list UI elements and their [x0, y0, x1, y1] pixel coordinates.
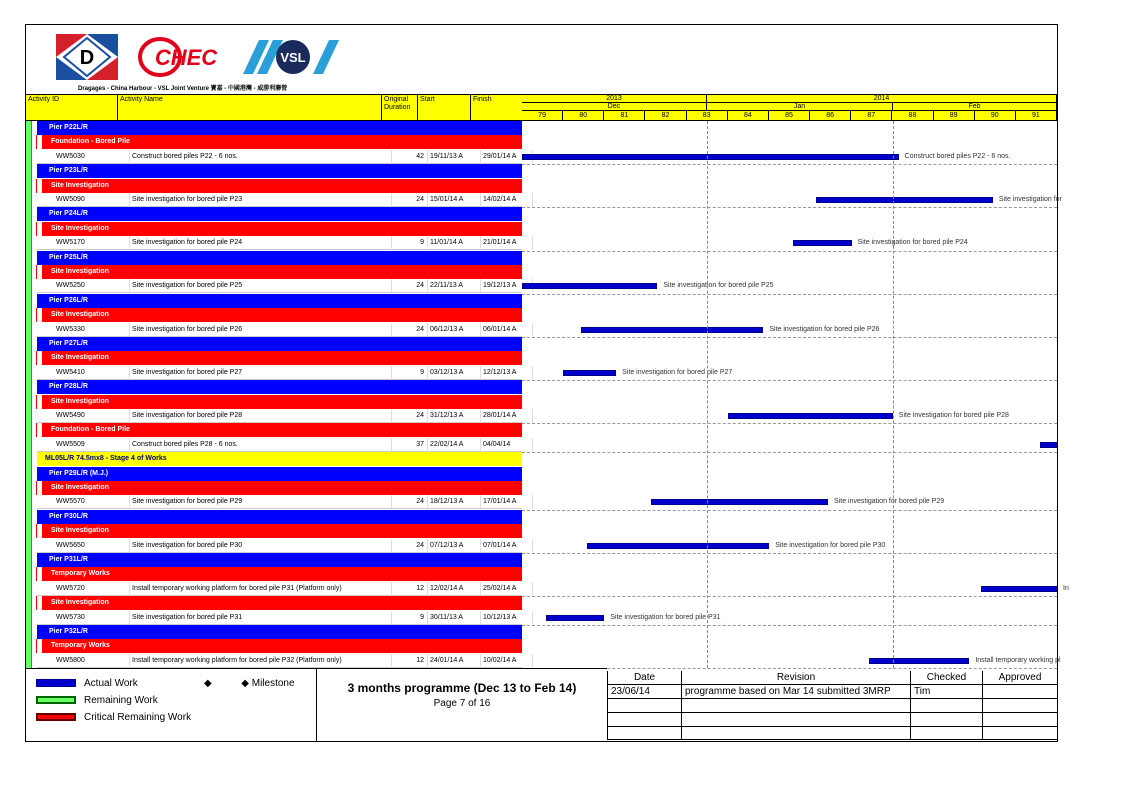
start-date: 12/02/14 A — [428, 582, 481, 596]
activity-cells — [37, 611, 522, 625]
revision-empty-cell — [681, 727, 910, 740]
wbs-section-band — [26, 567, 1057, 581]
wbs-pier-band — [26, 337, 1057, 351]
wbs-label: Temporary Works — [37, 567, 522, 581]
start-date: 18/12/13 A — [428, 495, 481, 509]
wbs-section-band — [26, 395, 1057, 409]
wbs-label: Foundation - Bored Pile — [37, 135, 522, 149]
revision-header-checked: Checked — [910, 671, 982, 685]
timeline-week: 82 — [645, 111, 686, 121]
activity-cells — [37, 582, 522, 596]
timeline-week: 80 — [563, 111, 604, 121]
wbs-label: Temporary Works — [37, 639, 522, 653]
wbs-label: Pier P27L/R — [37, 337, 522, 351]
original-duration: 42 — [392, 150, 428, 164]
activity-cells — [37, 654, 522, 668]
row-separator — [522, 251, 1057, 252]
timeline-year: 2014 — [707, 95, 1057, 103]
svg-text:VSL: VSL — [280, 50, 306, 65]
timeline-week: 87 — [851, 111, 892, 121]
start-date: 22/11/13 A — [428, 279, 481, 293]
activity-id: WW5720 — [52, 582, 130, 596]
row-separator — [522, 553, 1057, 554]
legend-remaining-label: Remaining Work — [84, 695, 158, 706]
gantt-bar[interactable] — [651, 499, 828, 505]
timeline-week: 85 — [769, 111, 810, 121]
wbs-label: Pier P25L/R — [37, 251, 522, 265]
activity-row[interactable] — [26, 236, 1057, 250]
activity-row[interactable] — [26, 611, 1057, 625]
original-duration: 9 — [392, 236, 428, 250]
activity-cells — [37, 539, 522, 553]
wbs-label: Site Investigation — [37, 395, 522, 409]
month-divider — [707, 121, 708, 668]
original-duration: 12 — [392, 654, 428, 668]
svg-text:D: D — [79, 47, 95, 69]
header-start[interactable]: Start — [418, 95, 471, 121]
original-duration: 24 — [392, 409, 428, 423]
activity-name: Construct bored piles P22 - 6 nos. — [130, 150, 392, 164]
legend-actual — [36, 677, 138, 691]
finish-date: 29/01/14 A — [481, 150, 533, 164]
wbs-label: Site Investigation — [37, 524, 522, 538]
row-separator — [522, 423, 1057, 424]
activity-name: Site investigation for bored pile P30 — [130, 539, 392, 553]
activity-name: Install temporary working platform for bored pile P31 (Platform only) — [130, 582, 392, 596]
revision-empty-cell — [982, 699, 1058, 713]
original-duration: 37 — [392, 438, 428, 452]
wbs-pier-band — [26, 251, 1057, 265]
wbs-label: Pier P28L/R — [37, 380, 522, 394]
wbs-pier-band — [26, 553, 1057, 567]
activity-id: WW5730 — [52, 611, 130, 625]
wbs-section-band — [26, 222, 1057, 236]
wbs-label: Pier P24L/R — [37, 207, 522, 221]
gantt-bar[interactable] — [587, 543, 769, 549]
page-number: Page 7 of 16 — [433, 698, 491, 709]
start-date: 15/01/14 A — [428, 193, 481, 207]
wbs-section-band — [26, 265, 1057, 279]
activity-name: Site investigation for bored pile P24 — [130, 236, 392, 250]
finish-date: 10/02/14 A — [481, 654, 533, 668]
activity-row[interactable] — [26, 539, 1057, 553]
wbs-section-band — [26, 596, 1057, 610]
gantt-bar-label: Site investigation for — [998, 196, 1062, 203]
gantt-bar-label: Site investigation for bored pile P25 — [663, 282, 774, 290]
activity-cells — [37, 279, 522, 293]
joint-venture-name: Dragages - China Harbour - VSL Joint Venture 寶嘉 - 中國港灣 - 威勝利聯營 — [78, 86, 288, 92]
timeline-week: 89 — [934, 111, 975, 121]
gantt-bar[interactable] — [546, 615, 605, 621]
gantt-bar-label: Site investigation for bored pile P31 — [610, 613, 721, 621]
start-date: 19/11/13 A — [428, 150, 481, 164]
revision-text: programme based on Mar 14 submitted 3MRP — [681, 685, 910, 699]
wbs-section-band — [26, 524, 1057, 538]
gantt-bar-label: In — [1063, 584, 1069, 592]
finish-date: 28/01/14 A — [481, 409, 533, 423]
activity-row[interactable] — [26, 279, 1057, 293]
activity-name: Site investigation for bored pile P26 — [130, 323, 392, 337]
wbs-section-band — [26, 351, 1057, 365]
finish-date: 10/12/13 A — [481, 611, 533, 625]
finish-date: 17/01/14 A — [481, 495, 533, 509]
revision-empty-cell — [982, 713, 1058, 727]
wbs-label: Pier P29L/R (M.J.) — [37, 467, 522, 481]
wbs-label: Foundation - Bored Pile — [37, 423, 522, 437]
activity-name: Construct bored piles P28 - 6 nos. — [130, 438, 392, 452]
row-separator — [522, 510, 1057, 511]
activity-row[interactable] — [26, 495, 1057, 509]
timeline-week: 84 — [728, 111, 769, 121]
timeline-week: 79 — [522, 111, 563, 121]
activity-cells — [37, 366, 522, 380]
timeline-week: 81 — [604, 111, 645, 121]
activity-id: WW5800 — [52, 654, 130, 668]
wbs-label: ML05L/R 74.5mx8 - Stage 4 of Works — [37, 452, 522, 466]
revision-empty-cell — [607, 713, 681, 727]
gantt-bar[interactable] — [1040, 442, 1057, 448]
row-separator — [522, 625, 1057, 626]
activity-id: WW5570 — [52, 495, 130, 509]
gantt-bar[interactable] — [793, 240, 852, 246]
wbs-section-band — [26, 135, 1057, 149]
wbs-label: Site Investigation — [37, 179, 522, 193]
finish-date: 14/02/14 A — [481, 193, 533, 207]
activity-id: WW5030 — [52, 150, 130, 164]
revision-header-approved: Approved — [982, 671, 1058, 685]
header-original-duration[interactable]: Original Duration — [382, 95, 418, 121]
activity-row[interactable] — [26, 193, 1062, 207]
dragages-logo — [56, 34, 118, 80]
gantt-bar-label: Site investigation for bored pile P27 — [622, 368, 733, 376]
activity-name: Site investigation for bored pile P25 — [130, 279, 392, 293]
start-date: 24/01/14 A — [428, 654, 481, 668]
wbs-pier-band — [26, 510, 1057, 524]
finish-date: 07/01/14 A — [481, 539, 533, 553]
vsl-logo — [235, 34, 345, 80]
activity-cells — [37, 236, 522, 250]
wbs-label: Site Investigation — [37, 308, 522, 322]
activity-row[interactable] — [26, 366, 1057, 380]
milestone-diamond-icon: ◆ — [204, 678, 212, 689]
revision-empty-cell — [681, 713, 910, 727]
wbs-label: Pier P22L/R — [37, 121, 522, 135]
activity-name: Site investigation for bored pile P23 — [130, 193, 392, 207]
wbs-section-band — [26, 423, 1057, 437]
row-separator — [522, 337, 1057, 338]
wbs-pier-band — [26, 625, 1057, 639]
wbs-pier-band — [26, 164, 1057, 178]
finish-date: 04/04/14 — [481, 438, 533, 452]
activity-name: Site investigation for bored pile P28 — [130, 409, 392, 423]
gantt-bar[interactable] — [522, 154, 899, 160]
revision-empty-cell — [910, 699, 982, 713]
revision-header-date: Date — [607, 671, 681, 685]
wbs-label: Pier P26L/R — [37, 294, 522, 308]
activity-id: WW5090 — [52, 193, 130, 207]
original-duration: 24 — [392, 539, 428, 553]
legend-critical-label: Critical Remaining Work — [84, 712, 192, 723]
wbs-label: Site Investigation — [37, 596, 522, 610]
wbs-section-band — [26, 308, 1057, 322]
wbs-pier-band — [26, 207, 1057, 221]
activity-name: Site investigation for bored pile P31 — [130, 611, 392, 625]
activity-id: WW5410 — [52, 366, 130, 380]
row-separator — [522, 164, 1057, 165]
gantt-bar[interactable] — [816, 197, 993, 203]
activity-id: WW5170 — [52, 236, 130, 250]
timeline-week: 83 — [687, 111, 728, 121]
legend-milestone-label: Milestone — [251, 678, 295, 689]
gantt-bar[interactable] — [869, 658, 969, 664]
revision-empty-cell — [982, 727, 1058, 740]
wbs-label: Site Investigation — [37, 265, 522, 279]
revision-empty-cell — [910, 713, 982, 727]
gantt-bar-label: Install temporary working pl — [975, 656, 1061, 664]
wbs-section-band — [26, 639, 1057, 653]
start-date: 06/12/13 A — [428, 323, 481, 337]
original-duration: 24 — [392, 193, 428, 207]
finish-date: 25/02/14 A — [481, 582, 533, 596]
legend-milestone — [204, 677, 295, 691]
gantt-bar[interactable] — [581, 327, 763, 333]
activity-id: WW5650 — [52, 539, 130, 553]
finish-date: 12/12/13 A — [481, 366, 533, 380]
row-separator — [522, 452, 1057, 453]
gantt-bar[interactable] — [981, 586, 1057, 592]
finish-date: 21/01/14 A — [481, 236, 533, 250]
wbs-stage-band — [26, 452, 1057, 466]
timeline-week: 91 — [1016, 111, 1057, 121]
revision-empty-cell — [681, 699, 910, 713]
critical-work-swatch — [36, 713, 76, 721]
original-duration: 24 — [392, 323, 428, 337]
activity-cells — [37, 438, 522, 452]
timeline-week: 88 — [892, 111, 933, 121]
wbs-section-band — [26, 481, 1057, 495]
row-separator — [522, 596, 1057, 597]
start-date: 03/12/13 A — [428, 366, 481, 380]
activity-row[interactable] — [26, 654, 1061, 668]
row-separator — [522, 380, 1057, 381]
legend — [26, 668, 316, 741]
timeline-week: 90 — [975, 111, 1016, 121]
gantt-bar-label: Site investigation for bored pile P28 — [898, 412, 1009, 419]
gantt-bar[interactable] — [522, 283, 657, 289]
actual-work-swatch — [36, 679, 76, 687]
original-duration: 9 — [392, 366, 428, 380]
header-finish[interactable]: Finish — [473, 96, 492, 103]
month-divider — [893, 121, 894, 668]
wbs-pier-band — [26, 467, 1057, 481]
wbs-pier-band — [26, 294, 1057, 308]
timeline-header — [522, 94, 1057, 121]
start-date: 30/11/13 A — [428, 611, 481, 625]
table-header — [26, 94, 522, 121]
activity-id: WW5509 — [52, 438, 130, 452]
wbs-label: Pier P32L/R — [37, 625, 522, 639]
finish-date: 06/01/14 A — [481, 323, 533, 337]
wbs-label: Site Investigation — [37, 481, 522, 495]
activity-name: Site investigation for bored pile P27 — [130, 366, 392, 380]
activity-id: WW5330 — [52, 323, 130, 337]
remaining-work-swatch — [36, 696, 76, 704]
original-duration: 24 — [392, 495, 428, 509]
timeline-month: Jan — [707, 103, 893, 111]
finish-date: 19/12/13 A — [481, 279, 533, 293]
timeline-month: Dec — [522, 103, 707, 111]
gantt-bar-label: Construct bored piles P22 - 6 nos. — [904, 152, 1011, 160]
gantt-bar-label: Site investigation for bored pile P24 — [857, 239, 968, 247]
timeline-month: Feb — [893, 103, 1057, 111]
wbs-label: Pier P23L/R — [37, 164, 522, 178]
svg-text:CHEC: CHEC — [154, 45, 218, 70]
title-block — [316, 668, 607, 741]
revision-empty-cell — [607, 699, 681, 713]
timeline-year: 2013 — [522, 95, 707, 103]
activity-rows — [26, 121, 1069, 668]
activity-row[interactable] — [26, 438, 1057, 452]
activity-cells — [37, 193, 522, 207]
header-activity-name[interactable]: Activity Name — [118, 95, 382, 121]
revision-empty-cell — [910, 727, 982, 740]
activity-cells — [37, 409, 522, 423]
activity-cells — [37, 150, 522, 164]
wbs-label: Site Investigation — [37, 351, 522, 365]
chec-logo — [138, 34, 224, 80]
revision-checked: Tim — [910, 685, 982, 699]
activity-row[interactable] — [26, 582, 1069, 596]
original-duration: 9 — [392, 611, 428, 625]
wbs-section-band — [26, 179, 1057, 193]
revision-header-revision: Revision — [681, 671, 910, 685]
activity-row[interactable] — [26, 323, 1057, 337]
gantt-bar[interactable] — [728, 413, 893, 419]
legend-remaining — [36, 694, 158, 708]
activity-cells — [37, 323, 522, 337]
header-activity-id[interactable]: Activity ID — [26, 95, 118, 121]
revision-date: 23/06/14 — [607, 685, 681, 699]
wbs-pier-band — [26, 121, 1057, 135]
legend-actual-label: Actual Work — [84, 678, 138, 689]
milestone-diamond-icon: ◆ — [241, 678, 249, 689]
gantt-bar-label: Site investigation for bored pile P26 — [769, 325, 880, 333]
wbs-label: Site Investigation — [37, 222, 522, 236]
wbs-pier-band — [26, 380, 1057, 394]
activity-row[interactable] — [26, 409, 1057, 423]
original-duration: 12 — [392, 582, 428, 596]
gantt-bar-label: Site investigation for bored pile P30 — [775, 541, 886, 549]
activity-id: WW5490 — [52, 409, 130, 423]
start-date: 31/12/13 A — [428, 409, 481, 423]
wbs-label: Pier P31L/R — [37, 553, 522, 567]
row-separator — [522, 207, 1057, 208]
original-duration: 24 — [392, 279, 428, 293]
gantt-bar-label: Site investigation for bored pile P29 — [834, 498, 945, 506]
start-date: 11/01/14 A — [428, 236, 481, 250]
row-separator — [522, 294, 1057, 295]
activity-name: Install temporary working platform for bored pile P32 (Platform only) — [130, 654, 392, 668]
activity-name: Site investigation for bored pile P29 — [130, 495, 392, 509]
programme-title: 3 months programme (Dec 13 to Feb 14) — [347, 681, 577, 695]
activity-id: WW5250 — [52, 279, 130, 293]
legend-critical — [36, 711, 191, 725]
start-date: 22/02/14 A — [428, 438, 481, 452]
gantt-bar[interactable] — [563, 370, 616, 376]
revision-empty-cell — [607, 727, 681, 740]
timeline-week: 86 — [810, 111, 851, 121]
activity-cells — [37, 495, 522, 509]
revision-approved — [982, 685, 1058, 699]
revision-table — [607, 671, 1058, 741]
wbs-label: Pier P30L/R — [37, 510, 522, 524]
activity-row[interactable] — [26, 150, 1057, 164]
start-date: 07/12/13 A — [428, 539, 481, 553]
